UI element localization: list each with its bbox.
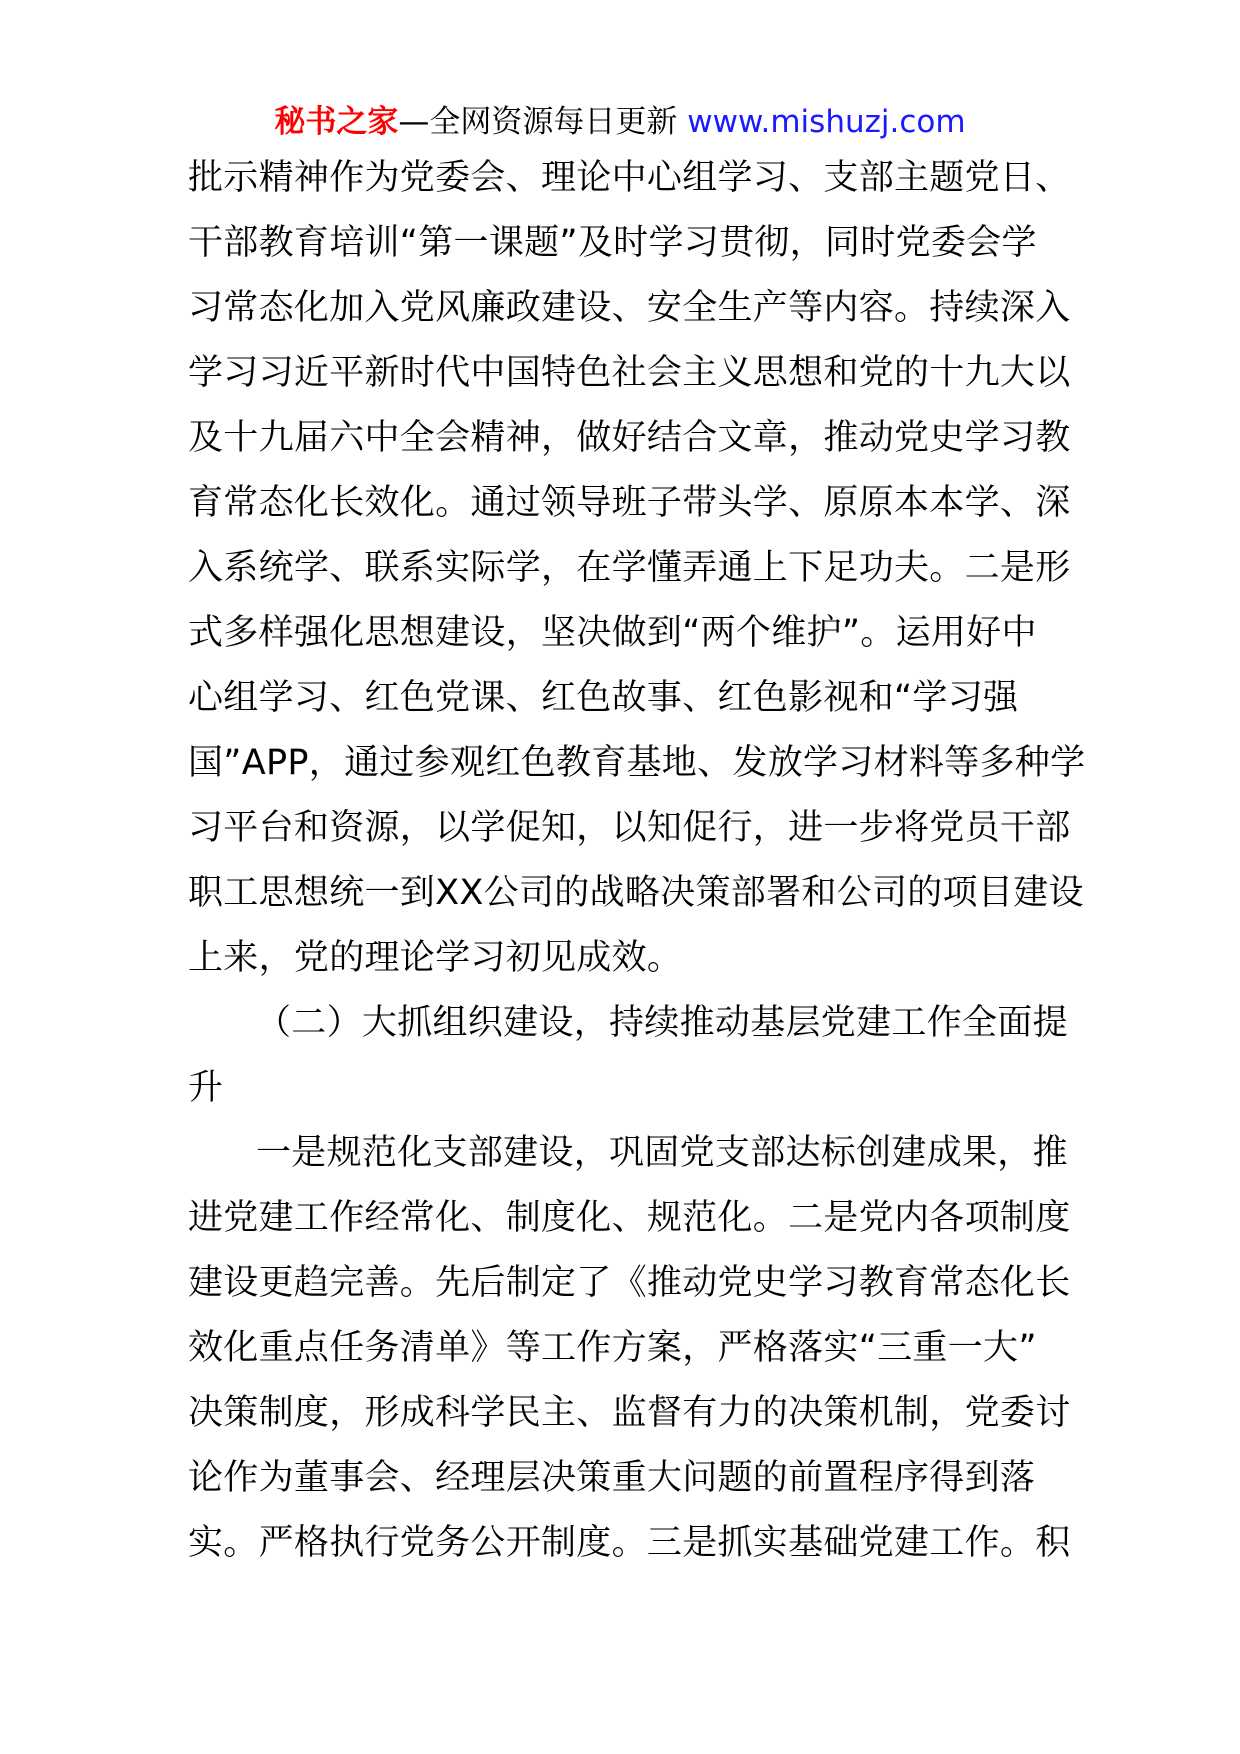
document-body: [188, 146, 1086, 1576]
text-line: 育常态化长效化。通过领导班子带头学、原原本本学、深: [188, 483, 1071, 523]
text-line: 效化重点任务清单》等工作方案，严格落实“三重一大”: [188, 1328, 1037, 1368]
text-line: 习常态化加入党风廉政建设、安全生产等内容。持续深入: [188, 288, 1071, 328]
text-line: 职工思想统一到XX公司的战略决策部署和公司的项目建设: [188, 873, 1084, 913]
text-line: 式多样强化思想建设，坚决做到“两个维护”。运用好中: [188, 613, 1037, 653]
text-line: 升: [188, 1068, 224, 1108]
header-brand: 秘书之家: [274, 104, 399, 140]
text-line: 建设更趋完善。先后制定了《推动党史学习教育常态化长: [188, 1263, 1071, 1303]
text-line: 及十九届六中全会精神，做好结合文章，推动党史学习教: [188, 418, 1071, 458]
text-line: 进党建工作经常化、制度化、规范化。二是党内各项制度: [188, 1198, 1071, 1238]
text-line: 国”APP，通过参观红色教育基地、发放学习材料等多种学: [188, 743, 1086, 783]
header-slogan: —全网资源每日更新: [398, 104, 688, 140]
page-header: [0, 100, 1240, 144]
text-line: 一是规范化支部建设，巩固党支部达标创建成果，推: [256, 1133, 1068, 1173]
text-line: 上来，党的理论学习初见成效。: [188, 938, 683, 978]
text-line: 习平台和资源，以学促知，以知促行，进一步将党员干部: [188, 808, 1071, 848]
header-url: www.mishuzj.com: [687, 104, 966, 140]
text-line: 实。严格执行党务公开制度。三是抓实基础党建工作。积: [188, 1523, 1071, 1563]
text-line: 论作为董事会、经理层决策重大问题的前置程序得到落: [188, 1458, 1036, 1498]
text-line: 入系统学、联系实际学，在学懂弄通上下足功夫。二是形: [188, 548, 1071, 588]
text-line: 心组学习、红色党课、红色故事、红色影视和“学习强: [188, 678, 1019, 718]
text-line: （二）大抓组织建设，持续推动基层党建工作全面提: [256, 1003, 1068, 1043]
text-line: 学习习近平新时代中国特色社会主义思想和党的十九大以: [188, 353, 1071, 393]
text-line: 批示精神作为党委会、理论中心组学习、支部主题党日、: [188, 158, 1071, 198]
text-line: 干部教育培训“第一课题”及时学习贯彻，同时党委会学: [188, 223, 1037, 263]
text-line: 决策制度，形成科学民主、监督有力的决策机制，党委讨: [188, 1393, 1071, 1433]
